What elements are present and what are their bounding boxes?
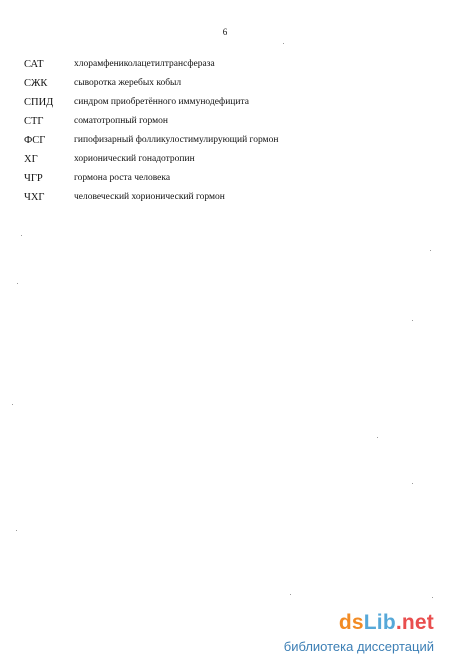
watermark-logo-ds: ds [338,611,364,634]
abbreviation-definition: хлорамфениколацетилтрансфераза [74,59,215,69]
scan-speck [21,235,22,236]
scan-speck [16,530,17,531]
page-number: 6 [222,27,228,37]
abbreviation-definition: гипофизарный фолликулостимулирующий гормон [74,135,279,145]
abbreviation-row [24,169,424,188]
abbreviation-row [24,150,424,169]
abbreviation-row [24,93,424,112]
abbreviation-term: ЧХГ [24,192,45,203]
watermark [268,611,438,663]
watermark-logo [339,611,434,635]
abbreviation-definition: человеческий хорионический гормон [74,192,225,202]
scan-speck [377,437,378,438]
scan-speck [12,404,13,405]
abbreviation-term: ЧГР [24,173,43,184]
abbreviation-definition: сыворотка жеребых кобыл [74,78,182,88]
scan-speck [412,483,413,484]
scan-speck [17,283,18,284]
abbreviation-term: СЖК [24,78,48,89]
abbreviation-definition: хорионический гонадотропин [74,154,195,164]
abbreviation-row [24,188,424,207]
watermark-logo-net: .net [395,611,434,634]
abbreviation-term: САТ [24,59,44,70]
abbreviation-list [24,55,424,207]
scan-speck [412,320,413,321]
scan-speck [430,250,431,251]
watermark-logo-lib: Lib [363,611,396,634]
abbreviation-row [24,55,424,74]
abbreviation-definition: синдром приобретённого иммунодефицита [74,97,249,107]
abbreviation-row [24,131,424,150]
abbreviation-row [24,74,424,93]
abbreviation-term: ФСГ [24,135,46,146]
abbreviation-term: СПИД [24,97,54,108]
abbreviation-definition: гормона роста человека [74,173,171,183]
abbreviation-term: СТГ [24,116,44,127]
abbreviation-definition: соматотропный гормон [74,116,168,126]
scan-speck [432,597,433,598]
scan-speck [283,43,284,44]
abbreviation-term: ХГ [24,154,38,165]
watermark-subtitle: библиотека диссертаций [283,639,434,654]
abbreviation-row [24,112,424,131]
scan-speck [290,594,291,595]
